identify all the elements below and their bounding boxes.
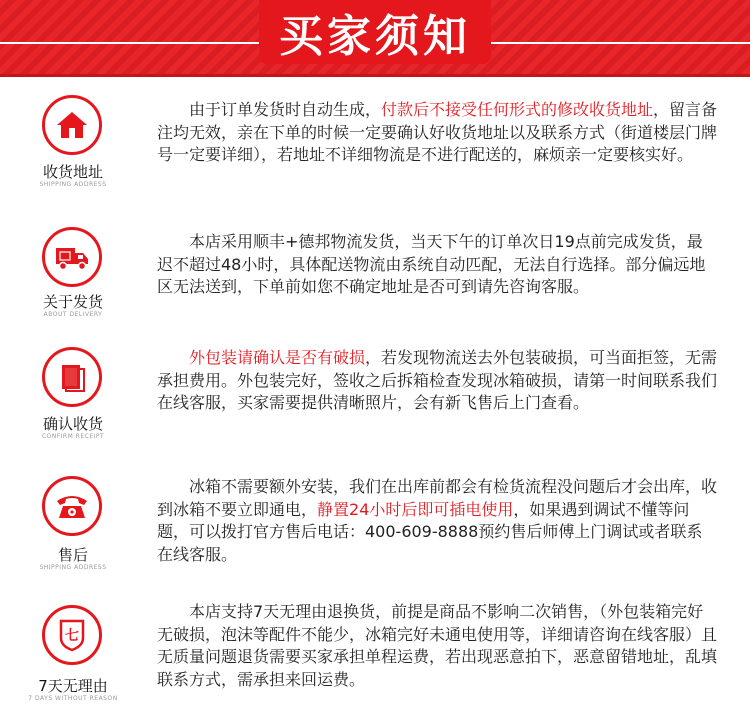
house-icon xyxy=(42,95,102,155)
text-highlight: 付款后不接受任何形式的修改收货地址 xyxy=(381,100,654,119)
section-delivery xyxy=(0,215,750,339)
section-label-en: ABOUT DELIVERY xyxy=(43,311,103,318)
section-icon-column xyxy=(0,215,146,339)
section-text xyxy=(157,231,718,299)
section-text xyxy=(157,476,718,566)
page-title: 买家须知 xyxy=(279,11,471,62)
section-label: 7天无理由 xyxy=(38,677,108,695)
text-highlight: 外包装请确认是否有破损 xyxy=(189,348,366,367)
section-icon-column xyxy=(0,77,146,201)
text-part: ，如果遇到调试不懂等问题，可以拨打官方售后电话：400-609-8888预约售后师傅上门调试或者联系在线客服。 xyxy=(157,499,703,564)
section-label: 确认收货 xyxy=(42,415,103,433)
text-part: 本店采用顺丰+德邦物流发货，当天下午的订单次日19点前完成发货，最迟不超过48小时，具体配送物流由系统自动匹配，无法自行选择。部分偏远地区无法送到，下单前如您不确定地址是否可到请先咨询客服。 xyxy=(157,232,706,296)
title-box xyxy=(259,0,491,64)
page-header xyxy=(0,0,750,77)
text-part: ，若发现物流送去外包装破损，可当面拒签，无需承担费用。外包装完好，签收之后拆箱检查发现冰箱破损，请第一时间联系我们在线客服，买家需要提供清晰照片，会有新飞售后上门查看。 xyxy=(157,348,718,412)
section-text xyxy=(157,601,718,691)
section-text xyxy=(157,347,718,415)
text-highlight: 静置24小时后即可插电使用 xyxy=(317,499,514,519)
return-7day-icon xyxy=(42,605,102,665)
section-label-en: CONFIRM RECEIPT xyxy=(41,433,105,440)
section-shipping-address xyxy=(0,77,750,201)
section-seven-day-return xyxy=(0,591,750,715)
package-icon xyxy=(42,347,102,407)
section-after-sales xyxy=(0,462,750,586)
section-icon-column xyxy=(0,591,146,715)
section-label-en: SHIPPING ADDRESS xyxy=(39,181,107,188)
section-confirm-receipt xyxy=(0,335,750,459)
delivery-truck-icon xyxy=(42,227,102,287)
text-part: 冰箱不需要额外安装，我们在出库前都会有检货流程没问题后才会出库，收到冰箱不要立即通电， xyxy=(157,477,718,519)
section-label-en: 7 DAYS WITHOUT REASON xyxy=(28,695,118,702)
svg-text:七: 七 xyxy=(65,628,79,644)
section-label: 关于发货 xyxy=(42,293,103,311)
section-text xyxy=(157,99,718,167)
text-part: 由于订单发货时自动生成， xyxy=(189,100,382,119)
text-part: ，留言备注均无效，亲在下单的时候一定要确认好收货地址以及联系方式（街道楼层门牌号一定要详细），若地址不详细物流是不进行配送的，麻烦亲一定要核实好。 xyxy=(157,100,718,164)
section-icon-column xyxy=(0,462,146,586)
section-label: 售后 xyxy=(57,546,88,564)
section-icon-column xyxy=(0,335,146,459)
section-label: 收货地址 xyxy=(42,163,103,181)
text-part: 本店支持7天无理由退换货，前提是商品不影响二次销售，（外包装箱完好无破损，泡沫等配件不能少，冰箱完好未通电使用等，详细请咨询在线客服）且无质量问题退货需要买家承担单程运费，若出现恶意拍下，恶意留错地址，乱填联系方式，需承担来回运费。 xyxy=(157,602,718,689)
section-label-en: SHIPPING ADDRESS xyxy=(39,564,107,571)
telephone-icon xyxy=(42,476,102,536)
